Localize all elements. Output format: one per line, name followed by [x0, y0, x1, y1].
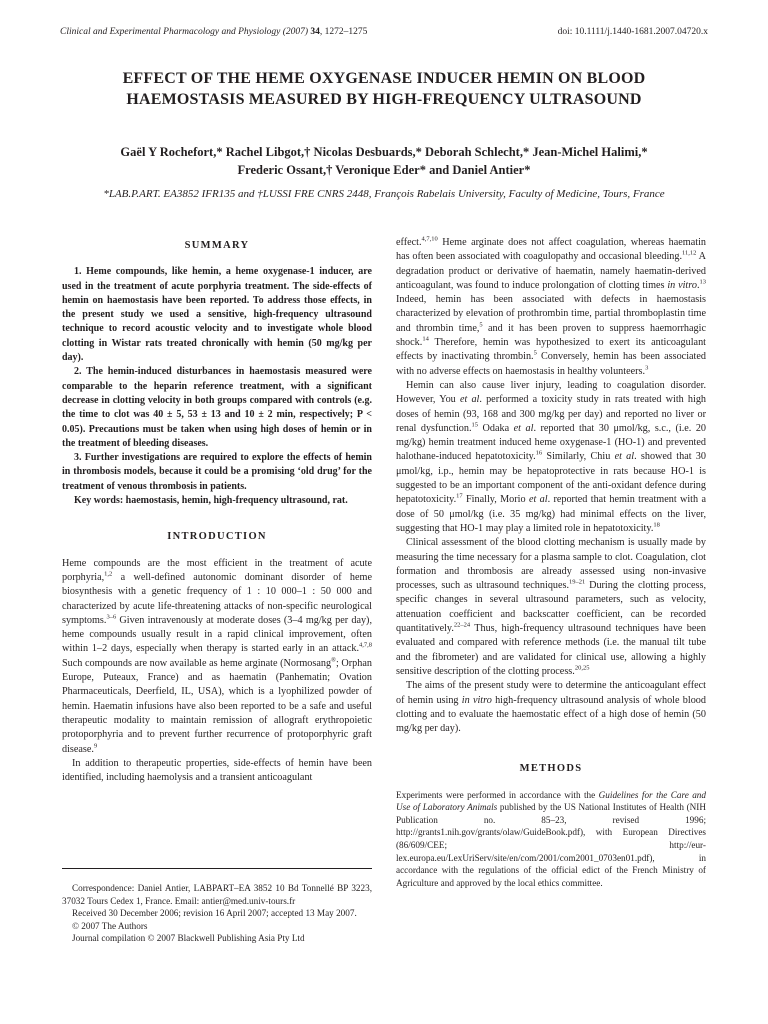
summary-point-2: 2. The hemin-induced disturbances in haemostasis measured were comparable to the heparin reference treatment, with a significant decrease in clotting velocity in both groups compared with controls (e.g. the time to clot was 40 ± 5, 53 ± 13 and 10 ± 2 min, respectively; P < 0.05). Precautions must be taken when using high doses of hemin or in the treatment of bleeding diseases. — [62, 366, 372, 449]
left-column — [62, 236, 372, 785]
summary-section — [62, 239, 372, 508]
intro-paragraph-1: Heme compounds are the most efficient in the treatment of acute porphyria,$^{1,2}$ a well-defined autonomic dominant disorder of heme biosynthesis with a genetic frequency of 1 : 10 000–1 : 50 000 and characterized by acute life-threatening attacks of non-specific neurological symptoms.$^{3-6}$ Given intravenously at moderate doses (3–4 mg/kg per day), heme compounds usually result in a rapid clinical improvement, often within 1–2 days, especially when therapy is started early in an attack.$^{4,7,8}$ Such compounds are now available as heme arginate (Normosang®; Orphan Europe, Puteaux, France) and as haematin (Panhematin; Ovation Pharmaceuticals, Deerfield, IL, USA), which is a lyophilized powder of hemin. Haematin infusions have also been reported to be a safe and useful therapeutic modality to maintain remission of allograft erythropoietic protoporphyria and to prevent further recurrence of protoporphyric graft disease.$^9$ — [62, 557, 372, 755]
journal-volume: 34 — [310, 27, 320, 37]
right-column — [396, 236, 706, 889]
article-title — [40, 68, 728, 110]
authors-line-1: Gaël Y Rochefort,* Rachel Libgot,† Nicolas Desbuards,* Deborah Schlecht,* Jean-Michel Halimi,* — [120, 145, 648, 159]
introduction-heading: INTRODUCTION — [167, 531, 267, 543]
affiliation: *LAB.P.ART. EA3852 IFR135 and †LUSSI FRE CNRS 2448, François Rabelais University, Faculty of Medicine, Tours, France — [103, 188, 665, 200]
intro-paragraph-5: Clinical assessment of the blood clotting mechanism is usually made by measuring the time necessary for a plasma sample to clot. Coagulation, clot formation and thrombosis are already assessed using non-invasive processes, such as ultrasound techniques.$^{19-21}$ During the clotting process, specific changes in several ultrasound parameters, such as velocity, attenuation coefficient and backscatter coefficient, can be recorded quantitatively.$^{22-24}$ Thus, high-frequency ultrasound techniques have been evaluated and compared with reference methods (i.e. the manual tilt tube and the fibrometer) and are validated for clinical use, allowing a highly sensitive description of the clotting process.$^{20,25}$ — [396, 537, 706, 677]
introduction-section — [62, 530, 372, 785]
journal-citation — [60, 27, 367, 37]
copyright-authors: © 2007 The Authors — [72, 920, 148, 931]
doi[interactable]: doi: 10.1111/j.1440-1681.2007.04720.x — [557, 27, 708, 37]
methods-paragraph: Experiments were performed in accordance with the Guidelines for the Care and Use of Laboratory Animals published by the US National Institutes of Health (NIH Publication no. 85–23, revised 1996; http://grants1.nih.gov/grants/olaw/GuideBook.pdf), with European Directives (86/609/CEE; http://eur-lex.europa.eu/LexUriServ/site/en/com/2001/com2001_0703en01.pdf), in accordance with the regulations of the official edict of the French Ministry of Agriculture and approved by the local ethics committee. — [396, 789, 706, 888]
intro-paragraph-6: The aims of the present study were to determine the anticoagulant effect of hemin using in vitro high-frequency ultrasound analysis of whole blood clotting and to evaluate the haemostatic effect of a high dose of hemin (50 mg/kg per day). — [396, 680, 706, 735]
footnote-divider — [62, 868, 372, 869]
title-line-1: EFFECT OF THE HEME OXYGENASE INDUCER HEMIN ON BLOOD — [122, 70, 646, 87]
keywords: Key words: haemostasis, hemin, high-frequency ultrasound, rat. — [74, 495, 348, 507]
correspondence: Correspondence: Daniel Antier, LABPART–EA 3852 10 Bd Tonnellé BP 3223, 37032 Tours Cedex 1, France. Email: antier@med.univ-tours.fr — [62, 883, 372, 906]
journal-name: Clinical and Experimental Pharmacology and Physiology — [60, 27, 281, 37]
author-list — [40, 143, 728, 179]
summary-point-1: 1. Heme compounds, like hemin, a heme oxygenase-1 inducer, are used in the treatment of acute porphyria treatment. The side-effects of hemin on haemostasis have been reported. To address those effects, in the present study we used a sensitive, high-frequency ultrasound technique to record acoustic velocity and to investigate whole blood clotting in Wistar rats treated chronically with hemin (50 mg/kg per day). — [62, 266, 372, 364]
running-header — [60, 27, 708, 37]
summary-heading: SUMMARY — [184, 240, 250, 251]
authors-line-2: Frederic Ossant,† Veronique Eder* and Daniel Antier* — [237, 163, 531, 177]
intro-paragraph-4: Hemin can also cause liver injury, leading to coagulation disorder. However, You et al. performed a toxicity study in rats treated with high doses of hemin (93, 168 and 300 mg/kg per day) and reported no liver or renal dysfunction.$^{15}$ Odaka et al. reported that 30 μmol/kg, s.c., (i.e. 20 mg/kg) hemin treatment induced heme oxygenase-1 (HO-1) and prevented halothane-induced hepatotoxicity.$^{16}$ Similarly, Chiu et al. showed that 30 μmol/kg, i.p., hemin may be hepatoprotective in rats because HO-1 is suggested to be an important component of the anti-oxidant defence during hepatotoxicity.$^{17}$ Finally, Morio et al. reported that hemin treatment with a dose of 50 μmol/kg (i.e. 35 mg/kg) had minimal effects on the liver, suggesting that HO-1 may play a limited role in hepatotoxicity.$^{18}$ — [396, 379, 707, 534]
copyright-journal: Journal compilation © 2007 Blackwell Publishing Asia Pty Ltd — [72, 933, 305, 943]
summary-point-3: 3. Further investigations are required to explore the effects of hemin in thrombosis models, because it could be a promising ‘old drug’ for the treatment of venous thrombosis in patients. — [62, 452, 372, 492]
journal-year: (2007) — [282, 27, 309, 37]
journal-pages: , 1272–1275 — [319, 27, 368, 37]
methods-heading: METHODS — [519, 763, 583, 775]
intro-paragraph-3: effect.$^{4,7,10}$ Heme arginate does not affect coagulation, whereas haematin has often been associated with coagulopathy and occasional bleeding.$^{11,12}$ A degradation product or derivative of haematin, namely haematin-derived anticoagulant, was found to induce prolongation of clotting times in vitro.$^{13}$ Indeed, hemin has been associated with defects in haemostasis characterized by elevation of prothrombin time, partial thromboplastin time and thrombin time,$^5$ and it has been proven to suppress haemorrhagic shock.$^{14}$ Therefore, hemin was hypothesized to exert its anticoagulant effects by inactivating thrombin.$^5$ Conversely, hemin has been associated with no adverse effects on haemostasis in healthy volunteers.$^3$ — [396, 235, 707, 377]
intro-paragraph-2: In addition to therapeutic properties, side-effects of hemin have been identified, including haemolysis and a transient anticoagulant — [62, 757, 372, 784]
footnote — [62, 882, 372, 945]
received-dates: Received 30 December 2006; revision 16 April 2007; accepted 13 May 2007. — [72, 908, 357, 918]
title-line-2: HAEMOSTASIS MEASURED BY HIGH-FREQUENCY ULTRASOUND — [126, 91, 642, 108]
